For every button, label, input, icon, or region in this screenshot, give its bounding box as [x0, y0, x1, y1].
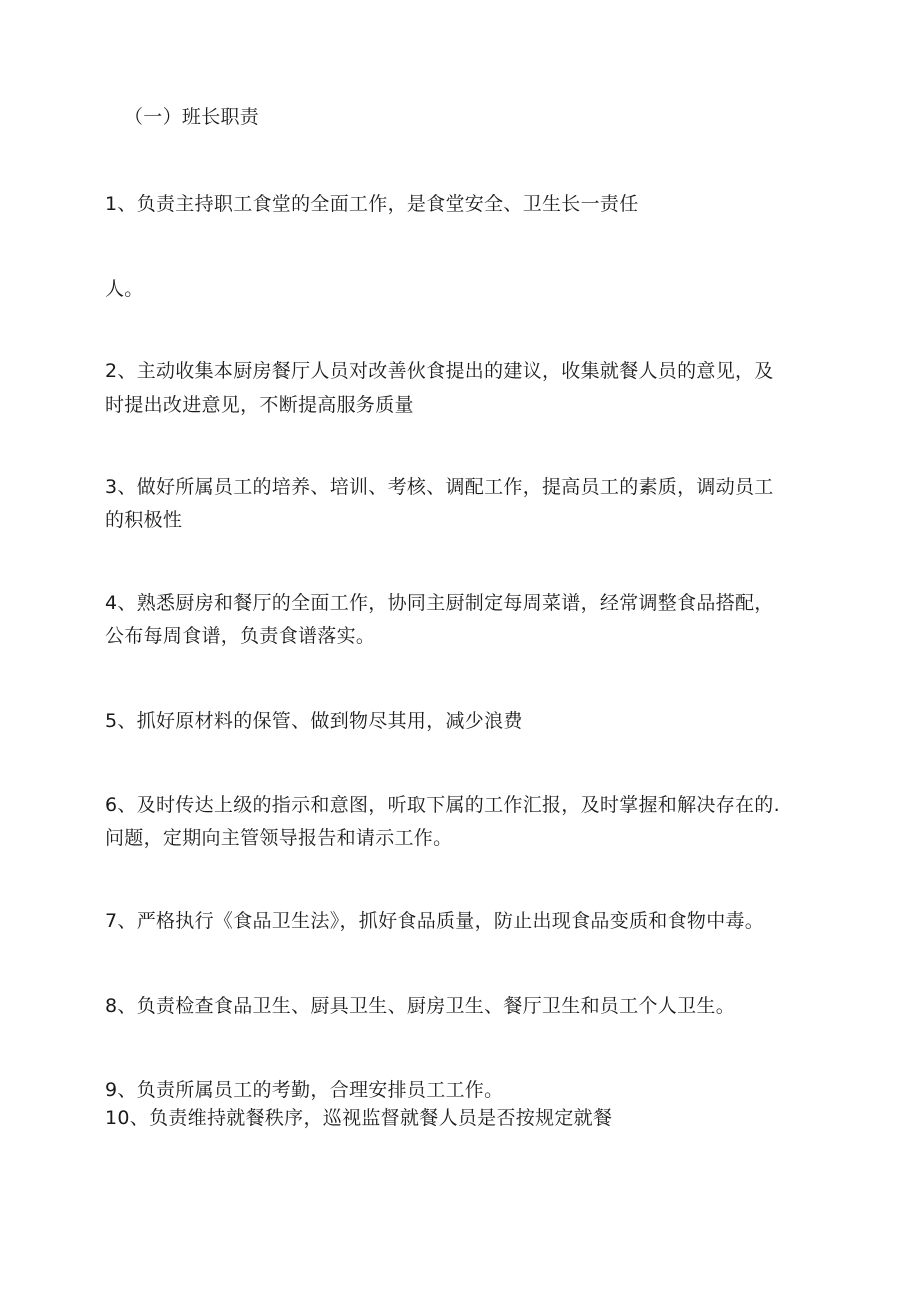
- duty-item-2-line-2: 时提出改进意见，不断提高服务质量: [105, 394, 414, 416]
- duty-item-7: 7、严格执行《食品卫生法》，抓好食品质量，防止出现食品变质和食物中毒。: [105, 910, 765, 932]
- duty-item-3-line-1: 3、做好所属员工的培养、培训、考核、调配工作，提高员工的素质，调动员工: [105, 476, 774, 498]
- duty-item-9: 9、负责所属员工的考勤，合理安排员工工作。: [105, 1079, 504, 1101]
- duty-item-1-line-1: 1、负责主持职工食堂的全面工作，是食堂安全、卫生长一责任: [105, 193, 639, 215]
- duty-item-5: 5、抓好原材料的保管、做到物尽其用，减少浪费: [105, 710, 523, 732]
- duty-item-4-line-1: 4、熟悉厨房和餐厅的全面工作，协同主厨制定每周菜谱，经常调整食品搭配，: [105, 592, 774, 614]
- duty-item-1-line-2: 人。: [105, 278, 144, 300]
- duty-item-6-line-2: 问题，定期向主管领导报告和请示工作。: [105, 827, 453, 849]
- duty-item-2-line-1: 2、主动收集本厨房餐厅人员对改善伙食提出的建议，收集就餐人员的意见，及: [105, 360, 774, 382]
- duty-item-6-line-1: 6、及时传达上级的指示和意图，听取下属的工作汇报，及时掌握和解决存在的.: [105, 794, 780, 816]
- duty-item-3-line-2: 的积极性: [105, 509, 183, 531]
- duty-item-10: 10、负责维持就餐秩序，巡视监督就餐人员是否按规定就餐: [105, 1107, 613, 1129]
- section-heading: （一）班长职责: [124, 106, 260, 128]
- duty-item-8: 8、负责检查食品卫生、厨具卫生、厨房卫生、餐厅卫生和员工个人卫生。: [105, 995, 735, 1017]
- duty-item-4-line-2: 公布每周食谱，负责食谱落实。: [105, 625, 376, 647]
